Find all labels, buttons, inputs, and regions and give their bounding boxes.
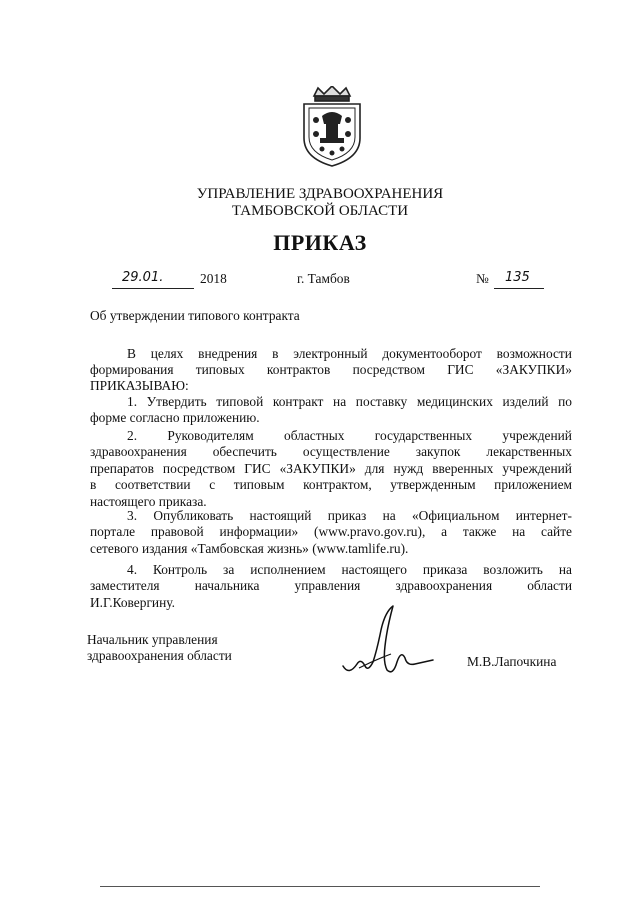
word: Опубликовать: [153, 508, 234, 523]
word: приказ: [327, 508, 367, 523]
order-item-1-line: [127, 394, 572, 410]
word: электронный: [293, 346, 368, 361]
handwritten-signature: [335, 602, 439, 680]
word: В: [127, 346, 136, 361]
word: 3.: [127, 508, 138, 523]
order-item-2-line: [90, 477, 572, 493]
word: лекарственных: [486, 444, 572, 460]
word: за: [223, 562, 235, 577]
word: области: [527, 578, 572, 594]
word: портале: [90, 524, 136, 540]
word: утвержденным: [390, 477, 476, 493]
word: в: [272, 346, 279, 361]
date-handwritten: 29.01.: [122, 270, 164, 285]
word: осуществление: [302, 444, 390, 460]
word: по: [558, 394, 572, 409]
word: 2.: [127, 428, 138, 443]
word: поставку: [355, 394, 408, 409]
order-item-4-line: [90, 578, 572, 594]
order-item-4-line: И.Г.Ковергину.: [90, 594, 175, 610]
word: заместителя: [90, 578, 160, 594]
number-label: №: [476, 271, 489, 286]
word: обеспечить: [212, 444, 277, 460]
word: учреждений: [502, 460, 572, 476]
word: Руководителям: [167, 428, 254, 443]
word: интернет-: [515, 508, 572, 523]
order-item-2-line: [90, 461, 572, 477]
number-underline: [494, 288, 544, 289]
word: здравоохранения: [395, 578, 493, 594]
word: государственных: [374, 428, 473, 443]
word: правовой: [150, 524, 204, 540]
page-bottom-rule: [100, 886, 540, 887]
word: соответствии: [114, 477, 191, 493]
order-item-3-line: [90, 524, 572, 540]
order-item-3-line: сетевого издания «Тамбовская жизнь» (www.tamlife.ru).: [90, 540, 409, 556]
word: типовой: [216, 394, 264, 409]
word: 1.: [127, 394, 138, 409]
word: документооборот: [382, 346, 482, 361]
word: с: [209, 477, 216, 493]
preamble-line: [127, 346, 572, 362]
word: изделий: [502, 394, 549, 409]
date-year: 2018: [200, 271, 227, 286]
word: а: [441, 524, 448, 540]
word: настоящего: [341, 562, 407, 577]
signer-position-line2: здравоохранения области: [87, 648, 232, 663]
word: вверенных: [432, 460, 494, 476]
word: в: [90, 477, 97, 493]
word: управления: [294, 578, 361, 594]
signer-name: М.В.Лапочкина: [467, 654, 557, 669]
organization-name-line2: ТАМБОВСКОЙ ОБЛАСТИ: [231, 203, 409, 219]
word: 4.: [127, 562, 138, 577]
word: закупок: [415, 444, 461, 460]
word: областных: [284, 428, 345, 443]
date-underline: [112, 288, 194, 289]
order-item-2-line: [127, 428, 572, 444]
word: возможности: [496, 346, 572, 361]
word: Утвердить: [146, 394, 207, 409]
word: ГИС: [447, 362, 474, 377]
word: контракт: [272, 394, 324, 409]
word: сайте: [540, 524, 572, 540]
word: на: [382, 508, 396, 523]
order-item-4-line: [127, 562, 572, 578]
word: посредством: [352, 362, 425, 377]
preamble-line: [90, 362, 572, 378]
word: «Официальном: [411, 508, 500, 523]
word: посредством: [162, 460, 236, 476]
word: настоящий: [249, 508, 312, 523]
word: также: [462, 524, 497, 540]
word: начальника: [194, 578, 260, 594]
word: целях: [150, 346, 184, 361]
word: «ЗАКУПКИ»: [279, 460, 356, 476]
word: на: [512, 524, 526, 540]
word: типовых: [195, 362, 245, 377]
word: нужд: [393, 460, 424, 476]
document-title: ПРИКАЗ: [273, 230, 367, 255]
preamble-line: ПРИКАЗЫВАЮ:: [90, 378, 189, 393]
word: исполнением: [250, 562, 326, 577]
organization-name-line1: УПРАВЛЕНИЕ ЗДРАВООХРАНЕНИЯ: [196, 186, 444, 202]
word: контрактов: [266, 362, 331, 377]
word: возложить: [483, 562, 543, 577]
word: на: [333, 394, 347, 409]
word: Контроль: [152, 562, 208, 577]
word: на: [558, 562, 572, 577]
word: здравоохранения: [90, 444, 187, 460]
order-item-2-line: [90, 444, 572, 460]
word: приказа: [422, 562, 468, 577]
subject: Об утверждении типового контракта: [90, 308, 300, 323]
city: г. Тамбов: [297, 271, 350, 286]
word: (www.pravo.gov.ru),: [313, 524, 426, 540]
order-item-2-line: настоящего приказа.: [90, 493, 207, 509]
order-item-3-line: [127, 508, 572, 524]
number-handwritten: 135: [505, 270, 530, 285]
word: типовым: [233, 477, 285, 493]
word: учреждений: [502, 428, 572, 443]
word: информации»: [219, 524, 299, 540]
signer-position-line1: Начальник управления: [87, 632, 218, 647]
word: формирования: [90, 362, 174, 377]
word: внедрения: [198, 346, 258, 361]
word: для: [364, 460, 385, 476]
order-item-1-line: форме согласно приложению.: [90, 410, 260, 426]
word: приложением: [494, 477, 572, 493]
word: медицинских: [416, 394, 493, 409]
word: препаратов: [90, 460, 154, 476]
word: ГИС: [244, 460, 271, 476]
word: «ЗАКУПКИ»: [495, 362, 572, 377]
word: контрактом,: [303, 477, 372, 493]
tambov-coat-of-arms-emblem: [300, 86, 364, 168]
